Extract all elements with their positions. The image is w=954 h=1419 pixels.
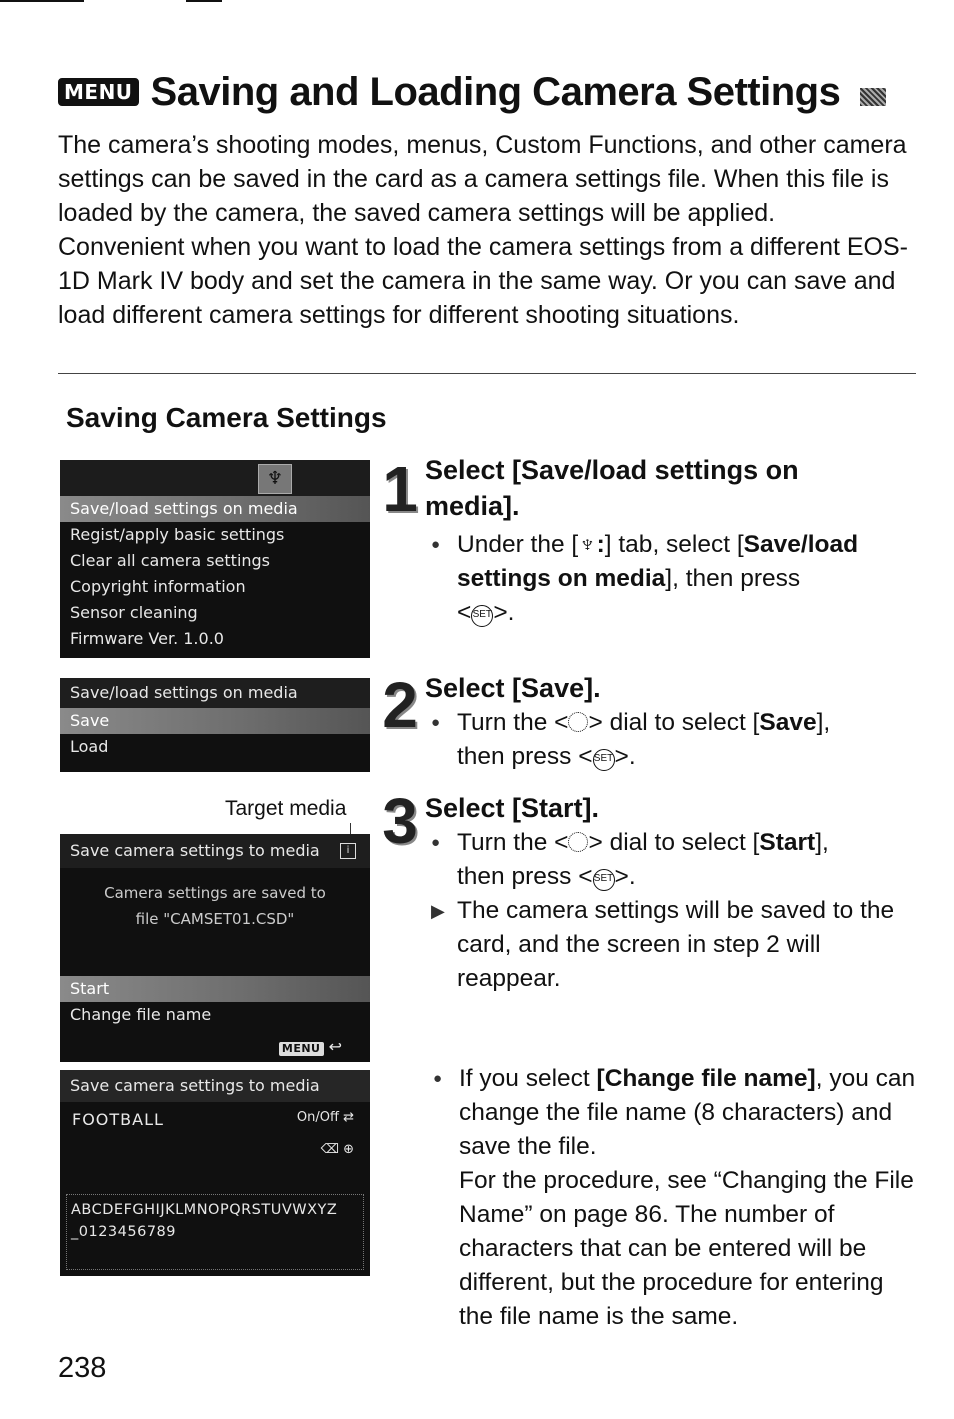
screen-header: Save/load settings on media: [60, 678, 370, 708]
screen-menu-item: Load: [70, 737, 109, 756]
settings-tab-icon: ♆:: [578, 531, 605, 558]
camera-screen-save-load: [60, 678, 370, 772]
note: [427, 1062, 922, 1334]
text: ],: [816, 709, 831, 736]
step-number-3: 3: [382, 785, 418, 857]
menu-option-name: [Change file name]: [596, 1065, 816, 1092]
menu-option-name: Start: [759, 829, 816, 856]
toggle-input-icon: On/Off ⇄: [296, 1110, 354, 1125]
note-paragraph: [427, 1164, 922, 1334]
text: Turn the <: [457, 829, 569, 856]
text: Under the [: [457, 531, 579, 558]
camera-screen-filename-entry: [60, 1070, 370, 1276]
step-heading: Select [Start].: [425, 793, 600, 823]
text: >.: [614, 863, 636, 890]
step-heading: Select [Save].: [425, 673, 601, 703]
text: If you select: [459, 1065, 597, 1092]
dial-icon: [568, 712, 588, 732]
bullet-dot-icon: ●: [431, 536, 441, 553]
page-title: [58, 64, 938, 120]
text: ],: [815, 829, 829, 856]
screen-menu-item: Copyright information: [70, 577, 246, 596]
character-row-digits: _0123456789: [71, 1224, 177, 1240]
screen-menu-item: Regist/apply basic settings: [70, 525, 285, 544]
screen-header: Save camera settings to media: [60, 1070, 370, 1102]
step-2: [425, 670, 925, 774]
screen-header: [60, 834, 370, 868]
bullet-dot-icon: ●: [431, 714, 441, 731]
delete-char-icon: ⌫ ⊕: [320, 1142, 354, 1157]
menu-tab-bar: [60, 460, 370, 496]
screen-menu-item: Save/load settings on media: [60, 496, 370, 522]
intro-paragraph-1: The camera’s shooting modes, menus, Custom Functions, and other camera settings can be saved in the card as a camera settings file. When this file is loaded by the camera, the saved camera settings will be applied.: [58, 131, 907, 227]
screen-menu-item: Clear all camera settings: [70, 551, 271, 570]
page-title-text: Saving and Loading Camera Settings: [150, 69, 841, 114]
result-arrow-icon: ▶: [431, 901, 445, 921]
screen-menu-item: Save: [60, 708, 370, 734]
page-number: 238: [58, 1352, 107, 1384]
camera-screen-menu: [60, 460, 370, 658]
text: , you can change the file name (8 characters) and save the file.: [459, 1065, 916, 1160]
step-heading: [425, 452, 925, 524]
text: <: [457, 599, 472, 626]
character-row-letters: ABCDEFGHIJKLMNOPQRSTUVWXYZ: [71, 1202, 338, 1218]
screen-menu-item: Change file name: [70, 1005, 212, 1024]
step-number-2: 2: [382, 669, 418, 741]
bullet-dot-icon: ●: [433, 1070, 443, 1087]
set-button-icon: SET: [593, 869, 615, 891]
set-button-icon: SET: [593, 749, 615, 771]
step-result-text: The camera settings will be saved to the card, and the screen in step 2 will reappear.: [457, 897, 895, 992]
top-rule-left: [0, 0, 84, 2]
text: then press <: [457, 863, 593, 890]
text: ] tab, select [: [604, 531, 744, 558]
text: > dial to select [: [588, 829, 760, 856]
character-palette: [66, 1194, 364, 1270]
intro-text: [58, 128, 928, 332]
pattern-square-icon: [860, 88, 886, 106]
divider: [58, 373, 916, 374]
menu-return-indicator: [279, 1037, 342, 1056]
text: ], then press: [665, 565, 801, 592]
note-text: For the procedure, see “Changing the File Name” on page 86. The number of characters that can be entered will be different, but the procedure for entering the file name is the same.: [459, 1167, 914, 1330]
step-bullet: [425, 826, 925, 894]
screen-menu-item: Start: [60, 976, 370, 1002]
bullet-dot-icon: ●: [431, 834, 441, 851]
menu-icon: MENU: [279, 1042, 324, 1056]
text: then press <: [457, 743, 593, 770]
filename-field: FOOTBALL: [72, 1110, 164, 1129]
text: >.: [493, 599, 515, 626]
text: >.: [614, 743, 636, 770]
step-bullet: [425, 528, 925, 630]
return-icon: ↩: [328, 1037, 342, 1056]
menu-icon: MENU: [58, 78, 139, 106]
screen-header-text: Save camera settings to media: [70, 841, 320, 860]
text: > dial to select [: [588, 709, 760, 736]
camera-screen-save-settings: [60, 834, 370, 1062]
screen-menu-item: Firmware Ver. 1.0.0: [70, 629, 224, 648]
text: Turn the <: [457, 709, 569, 736]
intro-paragraph-2: Convenient when you want to load the camera settings from a different EOS-1D Mark IV body and set the camera in the same way. Or you can save and load different camera settings for different shooting situations.: [58, 233, 908, 329]
note-bullet: [427, 1062, 922, 1164]
dial-icon: [568, 832, 588, 852]
info-icon: i: [340, 843, 356, 859]
step-1: [425, 452, 925, 630]
step-bullet: [425, 706, 925, 774]
screen-message-line-2: file "CAMSET01.CSD": [135, 910, 295, 928]
menu-option-name: Save: [759, 709, 817, 736]
section-title: Saving Camera Settings: [66, 402, 387, 433]
menu-option-name: Save/load settings on media: [457, 531, 859, 592]
step-result: [425, 894, 925, 996]
set-button-icon: SET: [471, 605, 493, 627]
step-heading-line: Select [Save/load settings on: [425, 455, 799, 485]
screen-menu-item: Sensor cleaning: [70, 603, 198, 622]
step-number-1: 1: [382, 453, 418, 525]
settings-tab-icon: ♆: [258, 464, 292, 494]
screen-message: [60, 880, 370, 932]
screen-message-line-1: Camera settings are saved to: [104, 884, 326, 902]
step-3: [425, 790, 925, 996]
step-heading-line: media].: [425, 491, 520, 521]
target-media-label: Target media: [225, 797, 347, 820]
top-rule-right: [186, 0, 222, 2]
